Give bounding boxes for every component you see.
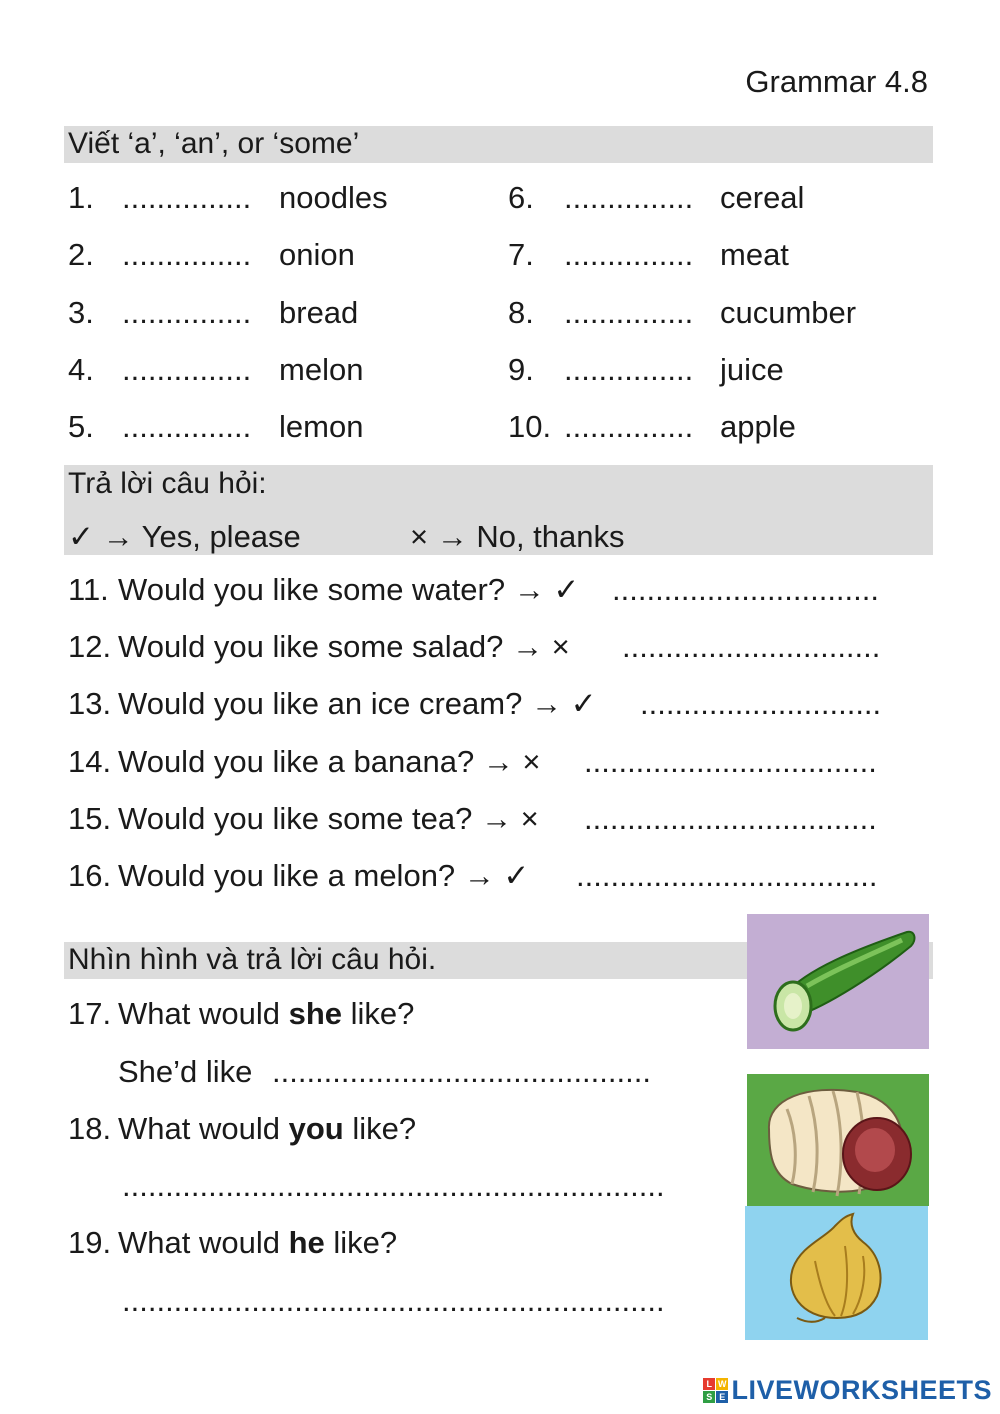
answer-blank[interactable]: .................................. <box>584 801 877 836</box>
section3-heading: Nhìn hình và trả lời câu hỏi. <box>68 943 437 976</box>
question-number: 15. <box>68 801 112 836</box>
cucumber-icon <box>747 914 929 1049</box>
question-number: 14. <box>68 744 112 779</box>
blank-input[interactable]: ............... <box>564 409 694 444</box>
legend-no: × → No, thanks <box>410 519 625 554</box>
blank-input[interactable]: ............... <box>564 295 694 330</box>
item-number: 10. <box>508 409 552 444</box>
item-number: 2. <box>68 237 94 272</box>
item-word: juice <box>720 352 784 387</box>
blank-input[interactable]: ............... <box>564 352 694 387</box>
answer-blank[interactable]: .............................. <box>622 629 881 664</box>
item-number: 6. <box>508 180 534 215</box>
item-word: cucumber <box>720 295 857 330</box>
blank-input[interactable]: ............... <box>564 237 694 272</box>
item-number: 8. <box>508 295 534 330</box>
blank-input[interactable]: ............... <box>122 237 252 272</box>
section2-heading: Trả lời câu hỏi: <box>68 467 267 500</box>
item-number: 1. <box>68 180 94 215</box>
meat-image <box>747 1074 929 1206</box>
question-text: What would he like? <box>118 1225 398 1260</box>
brand-text: LIVEWORKSHEETS <box>731 1375 992 1405</box>
onion-image <box>745 1206 928 1340</box>
question-number: 18. <box>68 1111 112 1146</box>
question-number: 17. <box>68 996 112 1031</box>
item-word: noodles <box>279 180 388 215</box>
blank-input[interactable]: ............... <box>122 180 252 215</box>
answer-blank[interactable]: ................................... <box>576 858 878 893</box>
question-number: 12. <box>68 629 112 664</box>
blank-input[interactable]: ............... <box>122 409 252 444</box>
item-word: meat <box>720 237 789 272</box>
liveworksheets-logo <box>703 1375 992 1406</box>
item-word: melon <box>279 352 364 387</box>
question-number: 13. <box>68 686 112 721</box>
answer-blank[interactable]: .................................. <box>584 744 877 779</box>
item-word: onion <box>279 237 355 272</box>
answer-blank[interactable]: ............................................................... <box>122 1283 665 1318</box>
item-word: apple <box>720 409 796 444</box>
question-text: Would you like some salad? → × <box>118 629 570 664</box>
answer-blank[interactable]: ............................... <box>612 572 879 607</box>
section1-heading: Viết ‘a’, ‘an’, or ‘some’ <box>68 127 360 160</box>
onion-icon <box>745 1206 928 1340</box>
answer-blank[interactable]: ............................................................... <box>122 1168 665 1203</box>
question-text: Would you like a banana? → × <box>118 744 541 779</box>
item-number: 4. <box>68 352 94 387</box>
blank-input[interactable]: ............... <box>564 180 694 215</box>
question-text: Would you like some tea? → × <box>118 801 539 836</box>
question-text: What would she like? <box>118 996 415 1031</box>
meat-icon <box>747 1074 929 1206</box>
answer-blank[interactable]: ............................................ <box>272 1054 651 1089</box>
question-text: Would you like a melon? → ✓ <box>118 858 530 893</box>
question-text: Would you like some water? → ✓ <box>118 572 580 607</box>
blank-input[interactable]: ............... <box>122 295 252 330</box>
worksheet-title: Grammar 4.8 <box>745 64 928 99</box>
item-word: bread <box>279 295 359 330</box>
item-number: 9. <box>508 352 534 387</box>
cucumber-image <box>747 914 929 1049</box>
answer-blank[interactable]: ............................ <box>640 686 882 721</box>
item-word: cereal <box>720 180 805 215</box>
item-number: 3. <box>68 295 94 330</box>
question-number: 16. <box>68 858 112 893</box>
question-text: Would you like an ice cream? → ✓ <box>118 686 597 721</box>
item-number: 7. <box>508 237 534 272</box>
item-word: lemon <box>279 409 364 444</box>
item-number: 5. <box>68 409 94 444</box>
question-number: 11. <box>68 572 109 607</box>
legend-yes: ✓ → Yes, please <box>68 519 301 554</box>
blank-input[interactable]: ............... <box>122 352 252 387</box>
logo-icon: L W S E <box>703 1378 728 1403</box>
question-text: What would you like? <box>118 1111 417 1146</box>
question-number: 19. <box>68 1225 112 1260</box>
answer-prefix: She’d like <box>118 1054 253 1089</box>
